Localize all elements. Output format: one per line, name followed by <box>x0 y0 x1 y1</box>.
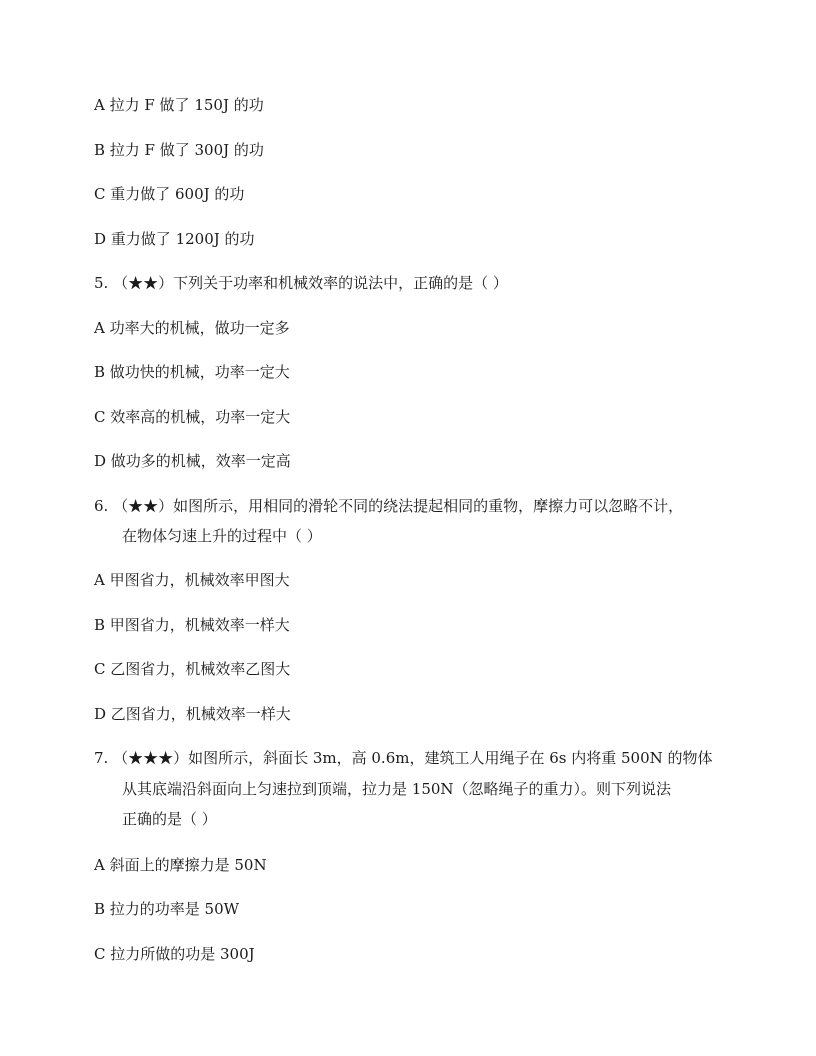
q5-option-a: A 功率大的机械，做功一定多 <box>94 319 290 337</box>
q6-stem-line-1: 6. （★★）如图所示，用相同的滑轮不同的绕法提起相同的重物，摩擦力可以忽略不计， <box>94 497 684 515</box>
q4-option-a: A 拉力 F 做了 150J 的功 <box>94 96 264 114</box>
q7-option-c: C 拉力所做的功是 300J <box>94 945 255 963</box>
q6-stem-line-2: 在物体匀速上升的过程中（ ） <box>122 527 322 545</box>
q7-stem-line-1: 7. （★★★）如图所示，斜面长 3m，高 0.6m，建筑工人用绳子在 6s 内将重 500N 的物体 <box>94 749 713 767</box>
q7-stem-line-2: 从其底端沿斜面向上匀速拉到顶端，拉力是 150N（忽略绳子的重力）。则下列说法 <box>122 780 672 798</box>
q4-option-d: D 重力做了 1200J 的功 <box>94 230 255 248</box>
q5-option-b: B 做功快的机械，功率一定大 <box>94 363 290 381</box>
q7-option-a: A 斜面上的摩擦力是 50N <box>94 856 267 874</box>
q5-option-d: D 做功多的机械，效率一定高 <box>94 452 291 470</box>
q4-option-b: B 拉力 F 做了 300J 的功 <box>94 141 264 159</box>
q4-option-c: C 重力做了 600J 的功 <box>94 185 245 203</box>
q5-stem: 5. （★★）下列关于功率和机械效率的说法中，正确的是（ ） <box>94 274 508 292</box>
q7-stem-line-3: 正确的是（ ） <box>122 810 217 828</box>
q7-option-b: B 拉力的功率是 50W <box>94 900 240 918</box>
q6-option-d: D 乙图省力，机械效率一样大 <box>94 705 291 723</box>
q6-option-c: C 乙图省力，机械效率乙图大 <box>94 660 291 678</box>
q5-option-c: C 效率高的机械，功率一定大 <box>94 408 291 426</box>
q6-option-a: A 甲图省力，机械效率甲图大 <box>94 571 290 589</box>
q6-option-b: B 甲图省力，机械效率一样大 <box>94 616 290 634</box>
